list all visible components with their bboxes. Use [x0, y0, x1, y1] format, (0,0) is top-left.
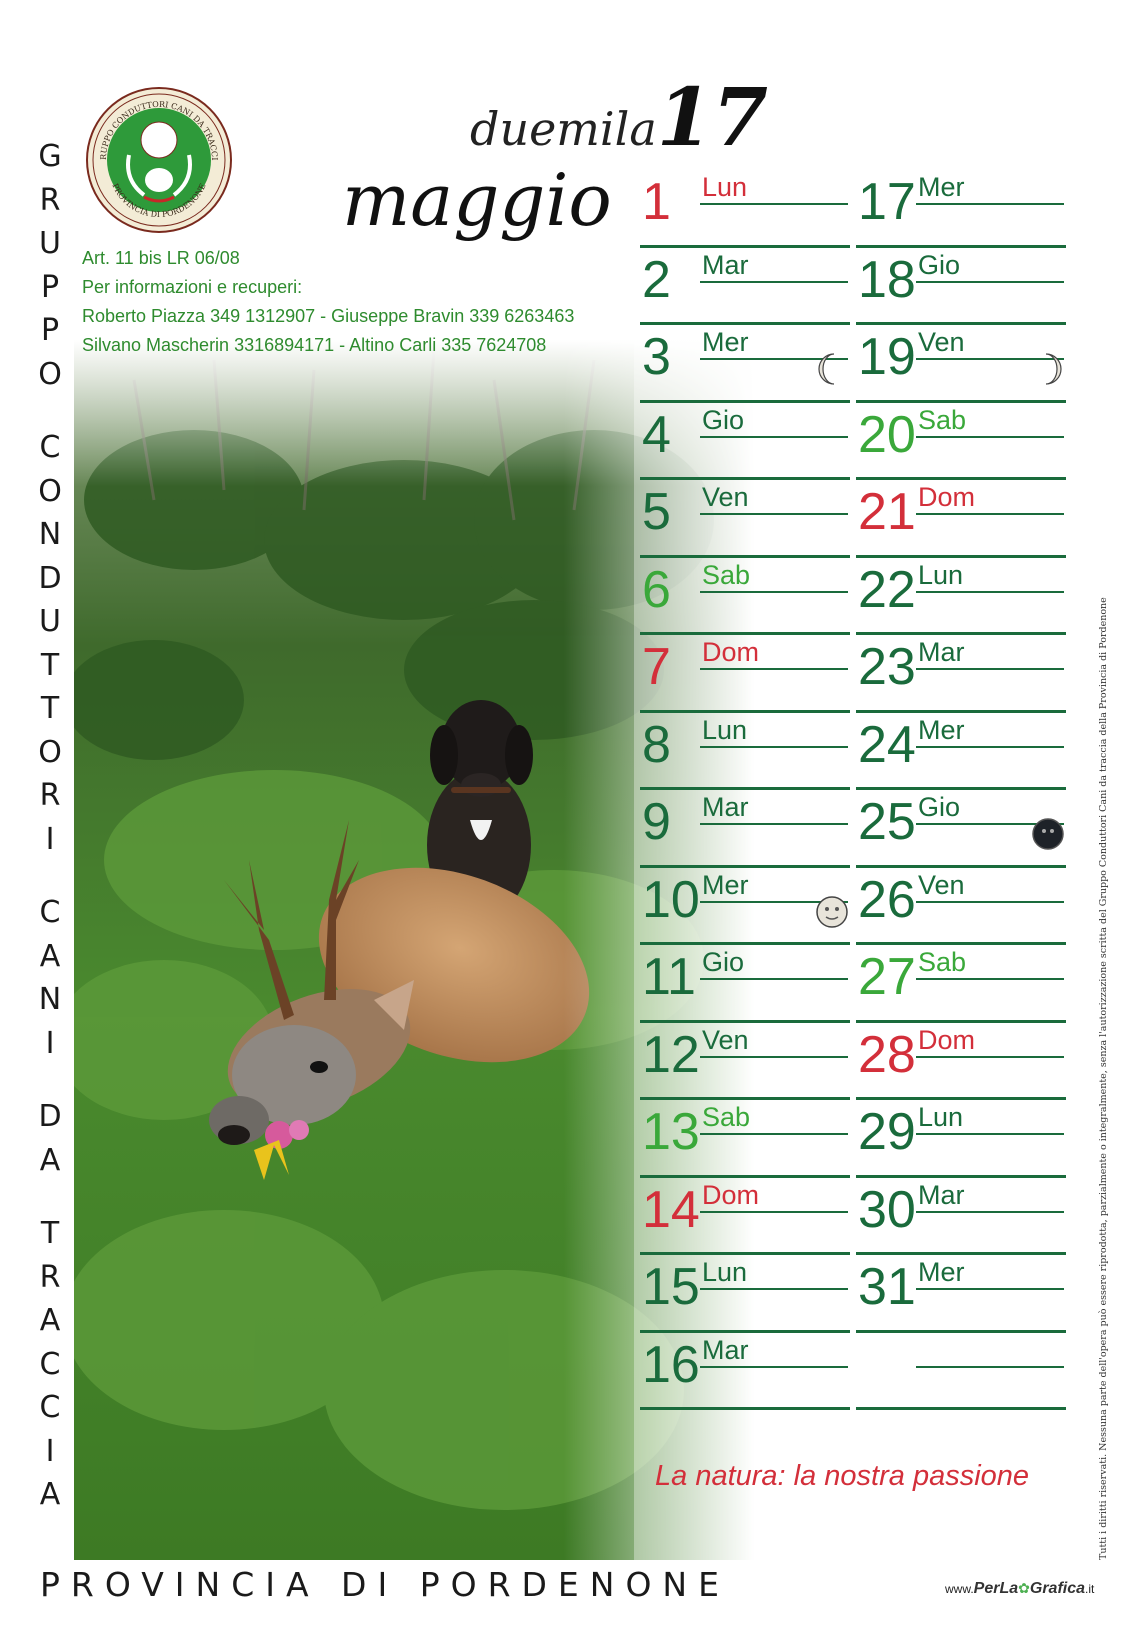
- day-writing-line: [916, 203, 1064, 205]
- vertical-letter: U: [39, 604, 61, 639]
- day-number: 4: [642, 405, 671, 464]
- contact-info: [82, 244, 574, 360]
- calendar-day: [856, 1255, 1066, 1333]
- day-weekday: Mar: [702, 249, 749, 280]
- calendar-day: [856, 403, 1066, 481]
- calendar-day: [856, 480, 1066, 558]
- day-divider: [640, 1407, 850, 1410]
- vertical-letter: I: [45, 1433, 55, 1469]
- vertical-letter: A: [39, 1477, 61, 1512]
- day-weekday: Lun: [702, 172, 748, 202]
- day-writing-line: [916, 1211, 1064, 1213]
- day-weekday: Sab: [702, 559, 751, 590]
- info-contacts-1: Roberto Piazza 349 1312907 - Giuseppe Bravin 339 6263463: [82, 306, 575, 326]
- calendar-day: [640, 1178, 850, 1256]
- day-number: 17: [858, 173, 916, 231]
- association-logo: [84, 85, 234, 235]
- calendar-day: [640, 1100, 850, 1178]
- calendar-day: [640, 170, 850, 248]
- info-law: Art. 11 bis LR 06/08: [82, 248, 240, 268]
- day-number: 27: [858, 948, 916, 1006]
- calendar-day: [856, 558, 1066, 636]
- day-weekday: Mer: [702, 327, 749, 357]
- vertical-letter: T: [40, 691, 60, 726]
- day-number: 6: [642, 560, 671, 619]
- day-number: 20: [858, 405, 916, 464]
- vertical-letter: C: [39, 1346, 61, 1382]
- day-number: 23: [858, 638, 916, 696]
- footer-title: PROVINCIA DI PORDENONE: [40, 1565, 730, 1604]
- vertical-word: [38, 1095, 61, 1182]
- day-writing-line: [916, 1288, 1064, 1290]
- calendar-day: [640, 790, 850, 868]
- calendar-day: [640, 635, 850, 713]
- calendar-day: [856, 1100, 1066, 1178]
- calendar-day: [640, 1333, 850, 1411]
- moon-phase-icon: [1030, 816, 1066, 852]
- day-number: 7: [642, 638, 671, 696]
- calendar-day: [640, 480, 850, 558]
- day-writing-line: [700, 1133, 848, 1135]
- vertical-word: [38, 135, 62, 396]
- vertical-letter: C: [39, 1390, 61, 1425]
- vertical-word: [38, 426, 62, 861]
- day-number: 10: [642, 870, 700, 929]
- year-heading: [470, 70, 768, 164]
- day-writing-line: [916, 281, 1064, 283]
- calendar-day: [856, 790, 1066, 868]
- day-writing-line: [916, 978, 1064, 980]
- day-number: 9: [642, 793, 671, 851]
- day-writing-line: [700, 1288, 848, 1290]
- calendar-day: [856, 945, 1066, 1023]
- day-number: 30: [858, 1180, 916, 1239]
- day-number: 29: [858, 1103, 916, 1161]
- day-number: 22: [858, 560, 916, 619]
- info-heading: Per informazioni e recuperi:: [82, 277, 303, 297]
- vertical-letter: G: [38, 139, 62, 174]
- calendar-day: [640, 868, 850, 946]
- day-weekday: Ven: [702, 482, 749, 512]
- calendar-day: [856, 248, 1066, 326]
- day-weekday: Mar: [702, 792, 749, 822]
- vertical-letter: T: [40, 647, 60, 683]
- day-weekday: Lun: [918, 1102, 964, 1132]
- day-writing-line: [700, 823, 848, 825]
- day-weekday: Dom: [702, 1179, 760, 1210]
- calendar-column-left: [640, 170, 850, 1410]
- day-number: 16: [642, 1335, 700, 1394]
- vertical-word: [40, 1212, 61, 1517]
- vertical-letter: R: [39, 1259, 61, 1295]
- info-contacts-2: Silvano Mascherin 3316894171 - Altino Carli 335 7624708: [82, 335, 547, 355]
- day-weekday: Dom: [918, 1024, 976, 1055]
- day-number: 13: [642, 1103, 700, 1161]
- vertical-letter: N: [38, 517, 62, 552]
- copyright-text: Tutti i diritti riservati. Nessuna parte dell'opera può essere riprodotta, parzialmente o integralmente, senza l'autorizzazione scritta del Gruppo Conduttori Cani da traccia della Provincia di Pordenone: [1098, 597, 1109, 1560]
- moon-phase-icon: [814, 894, 850, 930]
- day-writing-line: [700, 1211, 848, 1213]
- day-writing-line: [916, 668, 1064, 670]
- copyright-notice: [1084, 597, 1109, 1560]
- year-word: duemila: [470, 102, 657, 156]
- vertical-title: [30, 135, 70, 1535]
- day-weekday: Mer: [702, 869, 749, 900]
- day-weekday: Mer: [918, 172, 965, 202]
- day-number: 26: [858, 870, 916, 929]
- day-writing-line: [700, 668, 848, 670]
- day-writing-line: [700, 513, 848, 515]
- calendar-day: [640, 1023, 850, 1101]
- vertical-letter: R: [39, 778, 61, 813]
- day-writing-line: [916, 436, 1064, 438]
- day-writing-line: [916, 1133, 1064, 1135]
- day-number: 8: [642, 715, 671, 774]
- day-weekday: Gio: [702, 947, 745, 977]
- day-weekday: Mer: [918, 714, 965, 745]
- vertical-word: [39, 891, 61, 1065]
- month-title: maggio: [342, 158, 612, 242]
- vertical-letter: P: [40, 269, 60, 305]
- day-weekday: Lun: [702, 1257, 748, 1287]
- day-weekday: Sab: [918, 947, 967, 977]
- day-number: 2: [642, 250, 671, 309]
- vertical-letter: P: [40, 313, 60, 348]
- day-writing-line: [916, 1056, 1064, 1058]
- calendar-day: [640, 1255, 850, 1333]
- vertical-letter: N: [38, 982, 62, 1017]
- day-weekday: Gio: [918, 792, 961, 822]
- slogan: La natura: la nostra passione: [655, 1460, 1030, 1492]
- day-number: 11: [642, 948, 696, 1006]
- vertical-letter: D: [38, 560, 62, 596]
- vertical-letter: O: [38, 734, 62, 770]
- day-number: 18: [858, 250, 916, 309]
- calendar-day: [640, 325, 850, 403]
- day-number: 31: [858, 1258, 916, 1316]
- day-weekday: Dom: [702, 637, 760, 667]
- day-number: 19: [858, 328, 916, 386]
- day-weekday: Ven: [918, 327, 965, 357]
- calendar-day: [856, 170, 1066, 248]
- calendar-day: [640, 945, 850, 1023]
- day-weekday: Ven: [702, 1024, 749, 1055]
- vertical-letter: D: [38, 1099, 62, 1134]
- day-writing-line: [700, 203, 848, 205]
- day-writing-line: [916, 746, 1064, 748]
- day-number: 24: [858, 715, 916, 774]
- vertical-letter: C: [39, 430, 61, 465]
- calendar-day: [640, 403, 850, 481]
- vertical-letter: U: [39, 226, 61, 261]
- vertical-letter: T: [40, 1216, 60, 1251]
- printer-credit: [945, 1580, 1094, 1598]
- day-number: 5: [642, 483, 671, 541]
- vertical-letter: O: [38, 473, 62, 509]
- year-number: 17: [656, 70, 769, 164]
- day-writing-line: [700, 1366, 848, 1368]
- day-number: 21: [858, 483, 916, 541]
- day-writing-line: [916, 591, 1064, 593]
- day-writing-line: [700, 978, 848, 980]
- day-writing-line: [916, 1366, 1064, 1368]
- vertical-letter: C: [39, 895, 61, 930]
- day-number: 12: [642, 1025, 700, 1084]
- day-weekday: Sab: [918, 404, 967, 435]
- day-weekday: Dom: [918, 482, 976, 512]
- logo-text-bottom: PROVINCIA DI PORDENONE: [110, 182, 208, 220]
- day-number: 28: [858, 1025, 916, 1084]
- day-weekday: Sab: [702, 1102, 751, 1132]
- credit-prefix: www.: [945, 1582, 974, 1596]
- vertical-letter: I: [45, 821, 55, 857]
- credit-brand-2: Grafica: [1029, 1580, 1086, 1597]
- day-weekday: Mar: [702, 1334, 749, 1365]
- day-writing-line: [700, 436, 848, 438]
- moon-phase-icon: [1030, 351, 1066, 387]
- calendar-day: [856, 868, 1066, 946]
- day-writing-line: [700, 591, 848, 593]
- day-writing-line: [916, 513, 1064, 515]
- vertical-letter: A: [39, 1303, 61, 1338]
- day-weekday: Mar: [918, 1179, 965, 1210]
- calendar-day: [640, 558, 850, 636]
- moon-phase-icon: [814, 351, 850, 387]
- day-weekday: Gio: [702, 404, 745, 435]
- calendar-day: [856, 325, 1066, 403]
- day-weekday: Lun: [702, 714, 748, 745]
- vertical-letter: O: [38, 356, 62, 392]
- calendar-day: [856, 635, 1066, 713]
- day-writing-line: [700, 746, 848, 748]
- day-weekday: Mar: [918, 637, 965, 667]
- day-weekday: Ven: [918, 869, 965, 900]
- leaf-icon: ✿: [1018, 1580, 1030, 1596]
- day-weekday: Gio: [918, 249, 961, 280]
- credit-suffix: .it: [1085, 1582, 1095, 1596]
- credit-brand-1: PerLa: [973, 1580, 1019, 1597]
- day-number: 14: [642, 1180, 700, 1239]
- calendar-day: [640, 713, 850, 791]
- vertical-letter: R: [39, 182, 61, 218]
- day-number: 3: [642, 328, 671, 386]
- day-divider: [856, 1407, 1066, 1410]
- day-writing-line: [916, 901, 1064, 903]
- day-number: 25: [858, 793, 916, 851]
- vertical-letter: A: [39, 938, 61, 974]
- calendar-day: [856, 713, 1066, 791]
- calendar-column-right: [856, 170, 1066, 1410]
- calendar-day: [856, 1023, 1066, 1101]
- day-number: 15: [642, 1258, 700, 1316]
- day-weekday: Mer: [918, 1257, 965, 1287]
- vertical-letter: I: [45, 1025, 55, 1061]
- day-number: 1: [642, 173, 671, 231]
- calendar-day: [640, 248, 850, 326]
- day-weekday: Lun: [918, 559, 964, 590]
- day-writing-line: [700, 281, 848, 283]
- vertical-letter: A: [39, 1142, 61, 1178]
- day-writing-line: [700, 1056, 848, 1058]
- calendar-day: [856, 1178, 1066, 1256]
- logo-text-top: RUPPO CONDUTTORI CANI DA TRACCI: [98, 99, 220, 161]
- calendar-day: [856, 1333, 1066, 1411]
